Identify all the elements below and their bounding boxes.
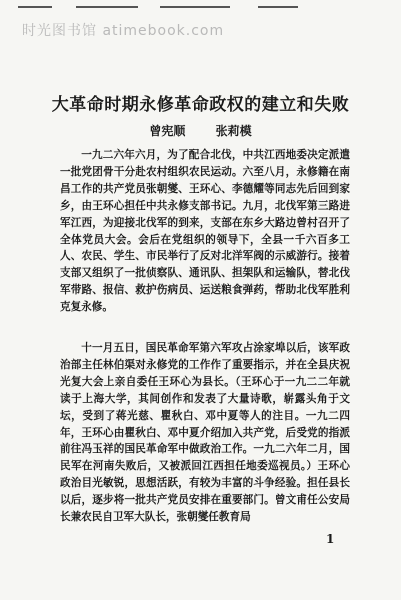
page-number: 1 [326, 532, 335, 546]
edge-mark [76, 6, 138, 8]
body-paragraph: 十一月五日，国民革命军第六军攻占涂家埠以后，该军政治部主任林伯渠对永修党的工作作了重要指示，并在全县庆祝光复大会上亲自委任王环心为县长。（王环心于一九二二年就读于上海大学，其间创作和发表了大量诗歌，崭露头角于文坛，受到了蒋光慈、瞿秋白、邓中夏等人的注目。一九二四年，王环心由瞿秋白、邓中夏介绍加入共产党，后受党的指派前往冯玉祥的国民革命军中做政治工作。一九二六年二月，国民军在河南失败后，又被派回江西担任地委巡视员。）王环心政治目光敏锐，思想活跃，有较为丰富的斗争经验。担任县长以后，逐步将一批共产党员安排在重要部门。曾文甫任公安局长兼农民自卫军大队长，张朝燮任教育局 [60, 342, 350, 524]
edge-mark [160, 6, 230, 8]
body-paragraph: 一九二六年六月，为了配合北伐，中共江西地委决定派遣一批党团骨干分赴农村组织农民运动。六至八月，永修籍在南昌工作的共产党员张朝燮、王环心、李德耀等同志先后回到家乡，由王环心担任中共永修支部书记。九月，北伐军第三路进军江西，为迎接北伐军的到来，支部在东乡大路边曾村召开了全体党员大会。会后在党组织的领导下，全县一千六百多工人、农民、学生、市民举行了反对北洋军阀的示威游行。接着支部又组织了一批侦察队、通讯队、担架队和运输队，替北伐军带路、报信、救护伤病员、运送粮食弹药，帮助北伐军胜利克复永修。 [60, 149, 350, 314]
page-title: 大革命时期永修革命政权的建立和失败 [51, 95, 350, 115]
edge-mark [258, 6, 298, 8]
watermark: 时光图书馆 atimebook.com [22, 23, 225, 39]
edge-mark [18, 6, 52, 8]
author-name: 张莉模 [215, 124, 252, 138]
author-name: 曾宪顺 [149, 124, 186, 138]
author-line [0, 122, 401, 139]
scan-top-edge [0, 0, 401, 16]
